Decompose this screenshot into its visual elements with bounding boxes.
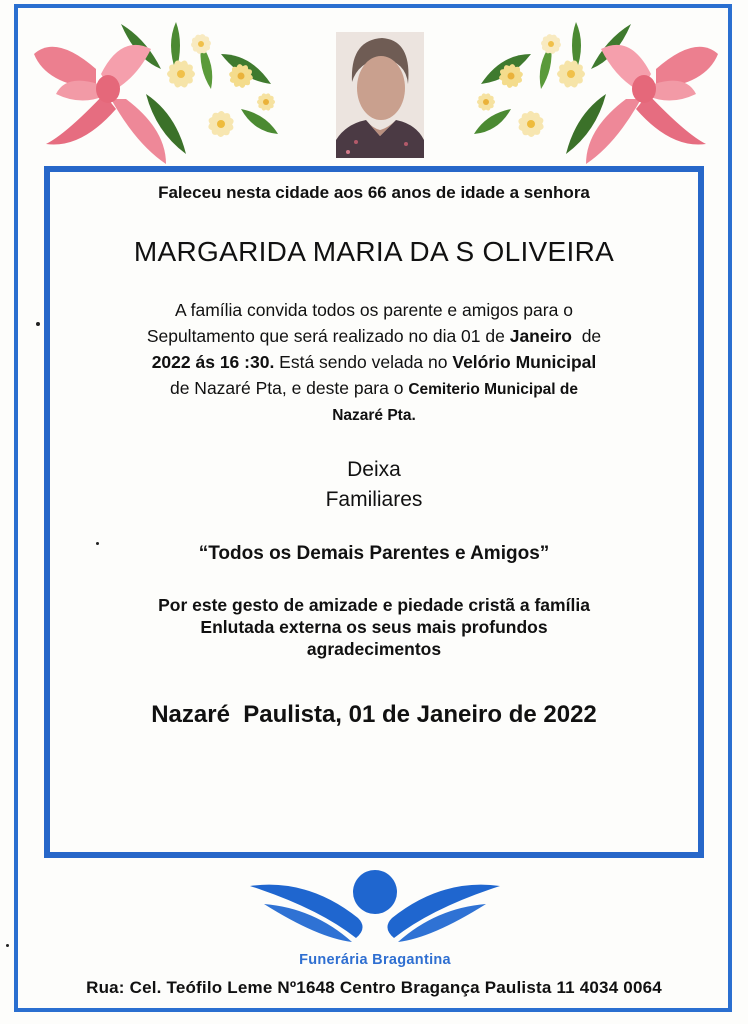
portrait-photo: [336, 32, 424, 158]
burial-year-time: 2022 ás 16 :30.: [151, 352, 275, 372]
procession-text: de Nazaré Pta, e deste para o: [169, 378, 409, 398]
funeral-home-name: Funerária Bragantina: [299, 952, 451, 968]
flower-bouquet-right-icon: [466, 14, 726, 174]
funeral-home-address: Rua: Cel. Teófilo Leme Nº1648 Centro Bragança Paulista 11 4034 0064: [86, 978, 662, 997]
relatives-quote: “Todos os Demais Parentes e Amigos”: [198, 543, 550, 564]
wake-text: Está sendo velada no: [274, 352, 453, 372]
invitation-line-3: [54, 349, 694, 375]
family-thanks: [54, 594, 694, 660]
invitation-line-5: Nazaré Pta.: [332, 407, 416, 424]
burial-month: Janeiro: [509, 326, 572, 346]
portrait-silhouette-icon: [336, 32, 424, 158]
burial-date-text: Sepultamento que será realizado no dia 01 de: [146, 326, 510, 346]
scan-speck: [96, 542, 99, 545]
place-and-date: Nazaré Paulista, 01 de Janeiro de 2022: [151, 701, 597, 728]
thanks-line-2: Enlutada externa os seus mais profundos: [200, 617, 548, 637]
wake-venue: Velório Municipal: [452, 352, 597, 372]
funeral-invitation: [54, 297, 694, 429]
dove-wings-logo-icon: [248, 868, 502, 950]
flower-bouquet-left-icon: [26, 14, 286, 174]
leaves-label: Deixa: [347, 458, 401, 481]
deceased-name: MARGARIDA MARIA DA S OLIVEIRA: [133, 236, 615, 267]
scan-speck: [36, 322, 40, 326]
invitation-line-4: [54, 375, 694, 403]
invitation-line-2: [54, 323, 694, 349]
death-announcement-intro: Faleceu nesta cidade aos 66 anos de idade a senhora: [158, 183, 590, 202]
cemetery-name: Cemiterio Municipal de: [408, 381, 578, 398]
survivors-section: [54, 455, 694, 515]
invitation-line-2-end: de: [571, 326, 602, 346]
leaves-relation: Familiares: [325, 488, 423, 511]
invitation-line-1: A família convida todos os parente e amigos para o: [175, 300, 573, 320]
bow-group: [34, 45, 166, 164]
thanks-line-3: agradecimentos: [306, 639, 442, 659]
thanks-line-1: Por este gesto de amizade e piedade cristã a família: [158, 595, 590, 615]
scan-speck: [6, 944, 9, 947]
